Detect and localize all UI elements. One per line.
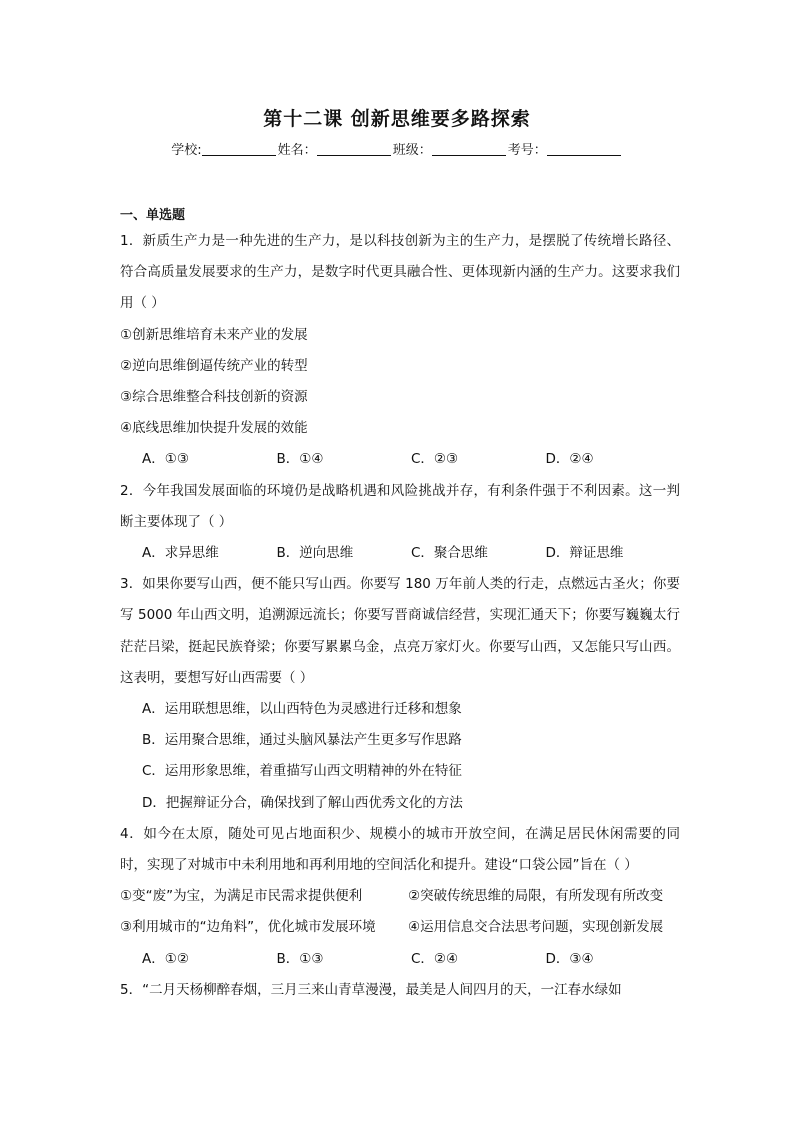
statement-item: ②逆向思维倒逼传统产业的转型 <box>120 357 308 374</box>
statement-item: ①变“废”为宝，为满足市民需求提供便利 <box>120 888 363 905</box>
statement-item: ①创新思维培育未来产业的发展 <box>120 326 308 343</box>
statement-row <box>120 881 680 912</box>
option-d[interactable]: D．③④ <box>545 950 594 967</box>
name-label: 姓名： <box>277 143 317 158</box>
option-c[interactable]: C．②④ <box>411 950 459 967</box>
option-c[interactable]: C．聚合思维 <box>411 545 488 562</box>
class-blank[interactable] <box>432 143 506 156</box>
statement-item: ③利用城市的“边角料”，优化城市发展环境 <box>120 919 376 936</box>
option-a[interactable]: A．运用联想思维，以山西特色为灵感进行迁移和想象 <box>142 701 462 718</box>
school-blank[interactable] <box>202 143 276 156</box>
question-stem: 5．“二月天杨柳醉春烟，三月三来山青草漫漫，最美是人间四月的天，一江春水绿如 <box>120 981 622 998</box>
school-label: 学校: <box>171 143 202 158</box>
statement-item: ④运用信息交合法思考问题，实现创新发展 <box>408 919 664 936</box>
option-a[interactable]: A．①③ <box>142 451 189 468</box>
option-d[interactable]: D．辩证思维 <box>545 545 624 562</box>
class-label: 班级： <box>392 143 432 158</box>
exam-number-blank[interactable] <box>547 143 621 156</box>
statement-item: ③综合思维整合科技创新的资源 <box>120 389 308 406</box>
page-title: 第十二课 创新思维要多路探索 <box>263 108 531 130</box>
student-info-line <box>0 139 794 158</box>
question-stem: 1．新质生产力是一种先进的生产力，是以科技创新为主的生产力，是摆脱了传统增长路径、符合高质量发展要求的生产力，是数字时代更具融合性、更体现新内涵的生产力。这要求我们用（ ） <box>120 233 680 312</box>
section-title: 一、单选题 <box>120 208 186 223</box>
option-a[interactable]: A．求异思维 <box>142 545 219 562</box>
answer-options <box>120 944 680 975</box>
option-d[interactable]: D．把握辩证分合，确保找到了解山西优秀文化的方法 <box>142 794 463 811</box>
name-blank[interactable] <box>317 143 391 156</box>
option-d[interactable]: D．②④ <box>545 451 594 468</box>
question-stem: 2．今年我国发展面临的环境仍是战略机遇和风险挑战并存，有利条件强于不利因素。这一判断主要体现了（ ） <box>120 482 680 530</box>
option-c[interactable]: C．运用形象思维，着重描写山西文明精神的外在特征 <box>142 763 462 780</box>
statement-item: ④底线思维加快提升发展的效能 <box>120 420 308 437</box>
option-b[interactable]: B．运用聚合思维，通过头脑风暴法产生更多写作思路 <box>142 732 462 749</box>
option-c[interactable]: C．②③ <box>411 451 459 468</box>
option-b[interactable]: B．①④ <box>276 451 324 468</box>
exam-number-label: 考号： <box>507 143 547 158</box>
answer-options <box>120 444 680 475</box>
question-stem: 3．如果你要写山西，便不能只写山西。你要写 180 万年前人类的行走，点燃远古圣火；你要写 5000 年山西文明，追溯源远流长；你要写晋商诚信经营，实现汇通天下；你要写巍巍太行茫茫吕梁，挺起民族脊梁；你要写累累乌金，点亮万家灯火。你要写山西，又怎能只写山西。这表明，要想写好山西需要（ ） <box>120 576 680 686</box>
statement-row <box>120 912 680 943</box>
option-b[interactable]: B．逆向思维 <box>276 545 354 562</box>
answer-options <box>120 538 680 569</box>
question-stem: 4．如今在太原，随处可见占地面积少、规模小的城市开放空间，在满足居民休闲需要的同时，实现了对城市中未利用地和再利用地的空间活化和提升。建设“口袋公园”旨在（ ） <box>120 825 680 874</box>
option-a[interactable]: A．①② <box>142 950 189 967</box>
statement-item: ②突破传统思维的局限，有所发现有所改变 <box>408 888 664 905</box>
option-b[interactable]: B．①③ <box>276 950 324 967</box>
questions-body <box>120 226 680 1006</box>
